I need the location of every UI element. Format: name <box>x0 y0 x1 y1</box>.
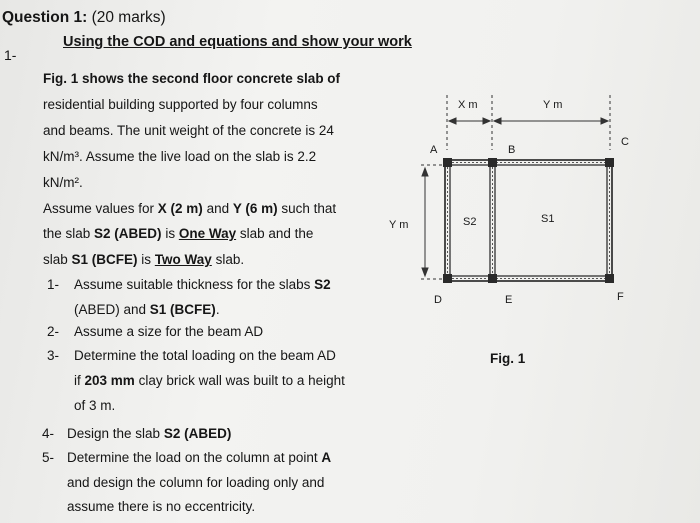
intro-line-4: kN/m³. Assume the live load on the slab is 2.2 <box>43 149 317 164</box>
slab-label-s2: S2 <box>463 216 477 228</box>
column-c <box>605 158 614 167</box>
intro-line-6: Assume values for X (2 m) and Y (6 m) such that <box>43 201 337 216</box>
intro-line-1: Fig. 1 shows the second floor concrete slab of <box>43 71 341 86</box>
task-5-line-3: assume there is no eccentricity. <box>67 499 256 514</box>
column-f <box>605 274 614 283</box>
dim-arrow-x-head-left <box>449 118 456 124</box>
point-label-e: E <box>505 294 513 306</box>
task-3-line-2: if 203 mm clay brick wall was built to a height <box>74 373 345 388</box>
task-5-line-1: Determine the load on the column at point A <box>67 450 332 465</box>
question-title: Question 1: (20 marks) <box>2 9 166 26</box>
column-d <box>443 274 452 283</box>
dim-label-y-left: Y m <box>389 219 409 231</box>
column-e <box>488 274 497 283</box>
task-3-number: 3- <box>47 348 60 363</box>
slab-label-s1: S1 <box>541 213 555 225</box>
point-label-d: D <box>434 294 442 306</box>
question-marks: (20 marks) <box>91 9 166 26</box>
intro-line-7: the slab S2 (ABED) is One Way slab and the <box>43 226 314 241</box>
task-3-line-1: Determine the total loading on the beam AD <box>74 348 336 363</box>
task-1-line-2: (ABED) and S1 (BCFE). <box>74 302 220 317</box>
dim-label-y-top: Y m <box>543 99 563 111</box>
task-1-number: 1- <box>47 277 60 292</box>
point-label-c: C <box>621 136 629 148</box>
column-a <box>443 158 452 167</box>
task-2-line-1: Assume a size for the beam AD <box>74 324 264 339</box>
task-3-line-3: of 3 m. <box>74 398 116 413</box>
point-label-f: F <box>617 291 624 303</box>
part-number: 1- <box>4 47 17 63</box>
dim-arrow-vertical-head-top <box>422 168 428 176</box>
dim-arrow-y-head-right <box>601 118 608 124</box>
task-5-number: 5- <box>42 450 55 465</box>
task-5-line-2: and design the column for loading only and <box>67 475 325 490</box>
part-heading: Using the COD and equations and show your work <box>63 34 412 50</box>
intro-line-2: residential building supported by four columns <box>43 97 318 112</box>
intro-line-5: kN/m². <box>43 175 83 190</box>
task-4-line-1: Design the slab S2 (ABED) <box>67 426 232 441</box>
column-b <box>488 158 497 167</box>
dim-label-x: X m <box>458 99 478 111</box>
task-4-number: 4- <box>42 426 55 441</box>
task-2-number: 2- <box>47 324 60 339</box>
figure-caption: Fig. 1 <box>490 351 526 366</box>
task-1-line-1: Assume suitable thickness for the slabs S2 <box>74 277 331 292</box>
dim-arrow-x-head-right <box>483 118 490 124</box>
intro-line-8: slab S1 (BCFE) is Two Way slab. <box>43 252 245 267</box>
point-label-b: B <box>508 144 516 156</box>
dim-arrow-y-head-left <box>494 118 501 124</box>
dim-arrow-vertical-head-bottom <box>422 268 428 276</box>
intro-line-3: and beams. The unit weight of the concrete is 24 <box>43 123 334 138</box>
point-label-a: A <box>430 144 438 156</box>
